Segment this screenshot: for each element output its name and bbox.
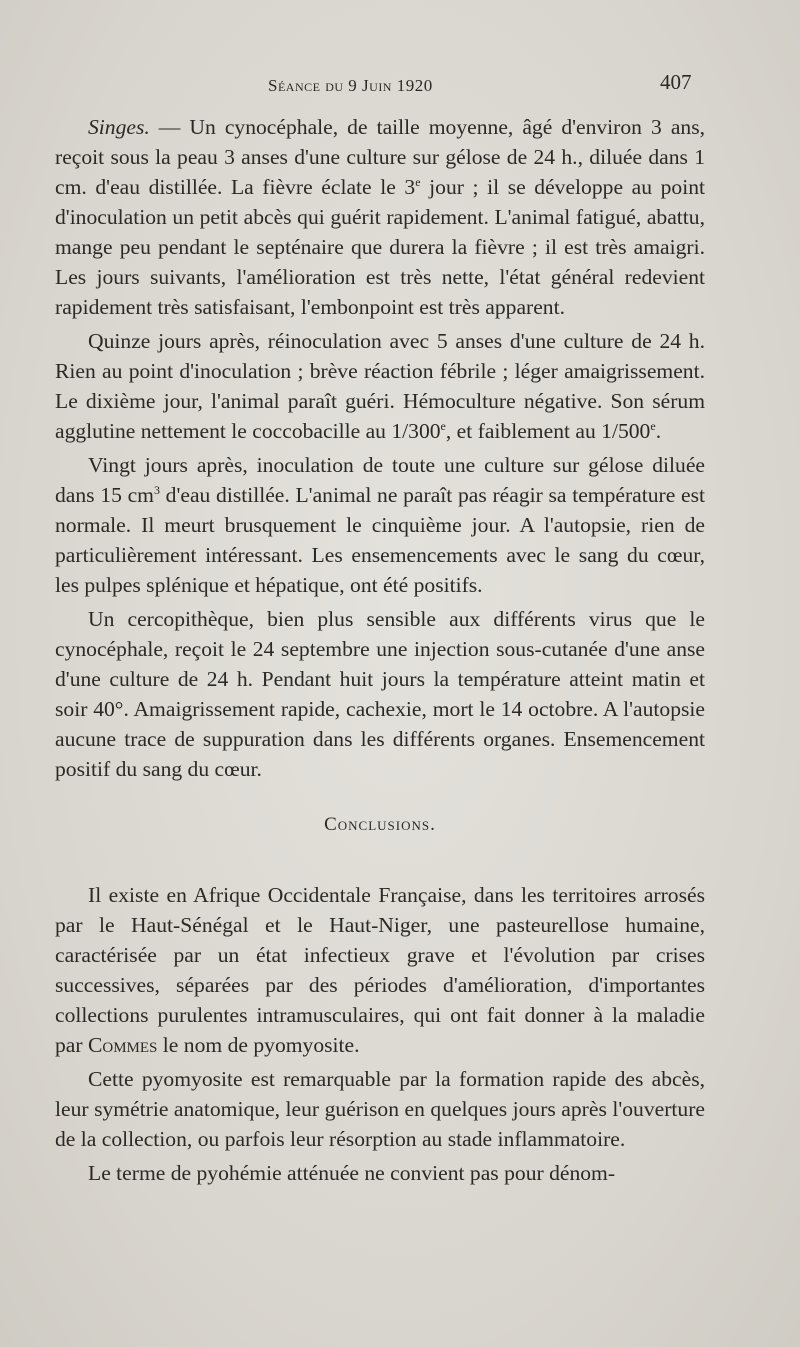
paragraph-text: Il existe en Afrique Occidentale Française, dans les territoires arrosés par le Haut-Sénégal et le Haut-Niger, une pasteurellose humaine, caractérisée par un état infectieux grave et l'évolution par crises successives, séparées par des périodes d'amélioration, d'importantes collections purulentes intramusculaires, qui ont fait donner à la maladie par xyxy=(55,883,705,1057)
page-number: 407 xyxy=(660,70,692,94)
paragraph-lead: Singes. xyxy=(88,115,150,139)
paragraph-vingt-jours xyxy=(55,450,705,600)
superscript: 3 xyxy=(153,482,160,497)
paragraph-cercopitheque xyxy=(55,604,705,784)
section-heading: Conclusions. xyxy=(324,814,436,835)
paragraph-conclusion-1 xyxy=(55,880,705,1060)
paragraph-text: Un cercopithèque, bien plus sensible aux différents virus que le cynocéphale, reçoit le 24 septembre une injection sous-cutanée d'une anse d'une culture de 24 h. Pendant huit jours la température atteint matin et soir 40°. Amaigrissement rapide, cachexie, mort le 14 octobre. A l'autopsie aucune trace de suppuration dans les différents organes. Ensemencement positif du sang du cœur. xyxy=(55,607,705,781)
paragraph-text: Le terme de pyohémie atténuée ne convient pas pour dénom- xyxy=(88,1161,616,1185)
superscript: e xyxy=(415,174,421,189)
superscript: e xyxy=(650,418,656,433)
paragraph-text-end: . xyxy=(655,419,662,443)
author-name: Commes xyxy=(87,1033,158,1057)
paragraph-text-cont: d'eau distillée. L'animal ne paraît pas réagir sa température est normale. Il meurt brusquement le cinquième jour. A l'autopsie, rien de particulièrement intéressant. Les ensemencements avec le sang du cœur, les pulpes splénique et hépatique, ont été positifs. xyxy=(55,483,705,597)
superscript: e xyxy=(440,418,446,433)
paragraph-text-cont: , et faiblement au 1/500 xyxy=(445,419,651,443)
body-text xyxy=(55,112,705,1192)
paragraph-singes xyxy=(55,112,705,322)
paragraph-conclusion-3 xyxy=(55,1158,705,1188)
paragraph-reinoculation xyxy=(55,326,705,446)
paragraph-text: Cette pyomyosite est remarquable par la formation rapide des abcès, leur symétrie anatomique, leur guérison en quelques jours après l'ouverture de la collection, ou parfois leur résorption au stade inflammatoire. xyxy=(55,1067,705,1151)
running-head: Séance du 9 Juin 1920 xyxy=(268,76,433,95)
paragraph-text-cont: jour ; il se développe au point d'inoculation un petit abcès qui guérit rapidement. L'animal fatigué, abattu, mange peu pendant le septénaire que durera la fièvre ; il est très amaigri. Les jours suivants, l'amélioration est très nette, l'état général redevient rapidement très satisfaisant, l'embonpoint est très apparent. xyxy=(55,175,705,319)
paragraph-text: Vingt jours après, inoculation de toute une culture sur gélose diluée dans 15 cm xyxy=(55,453,705,507)
paragraph-text: Quinze jours après, réinoculation avec 5 anses d'une culture de 24 h. Rien au point d'inoculation ; brève réaction fébrile ; léger amaigrissement. Le dixième jour, l'animal paraît guéri. Hémoculture négative. Son sérum agglutine nettement le coccobacille au 1/300 xyxy=(55,329,705,443)
page-header xyxy=(0,70,800,100)
paragraph-conclusion-2 xyxy=(55,1064,705,1154)
paragraph-text-cont: le nom de pyomyosite. xyxy=(157,1033,360,1057)
paragraph-text: — Un cynocéphale, de taille moyenne, âgé d'environ 3 ans, reçoit sous la peau 3 anses d'une culture sur gélose de 24 h., diluée dans 1 cm. d'eau distillée. La fièvre éclate le 3 xyxy=(55,115,705,199)
